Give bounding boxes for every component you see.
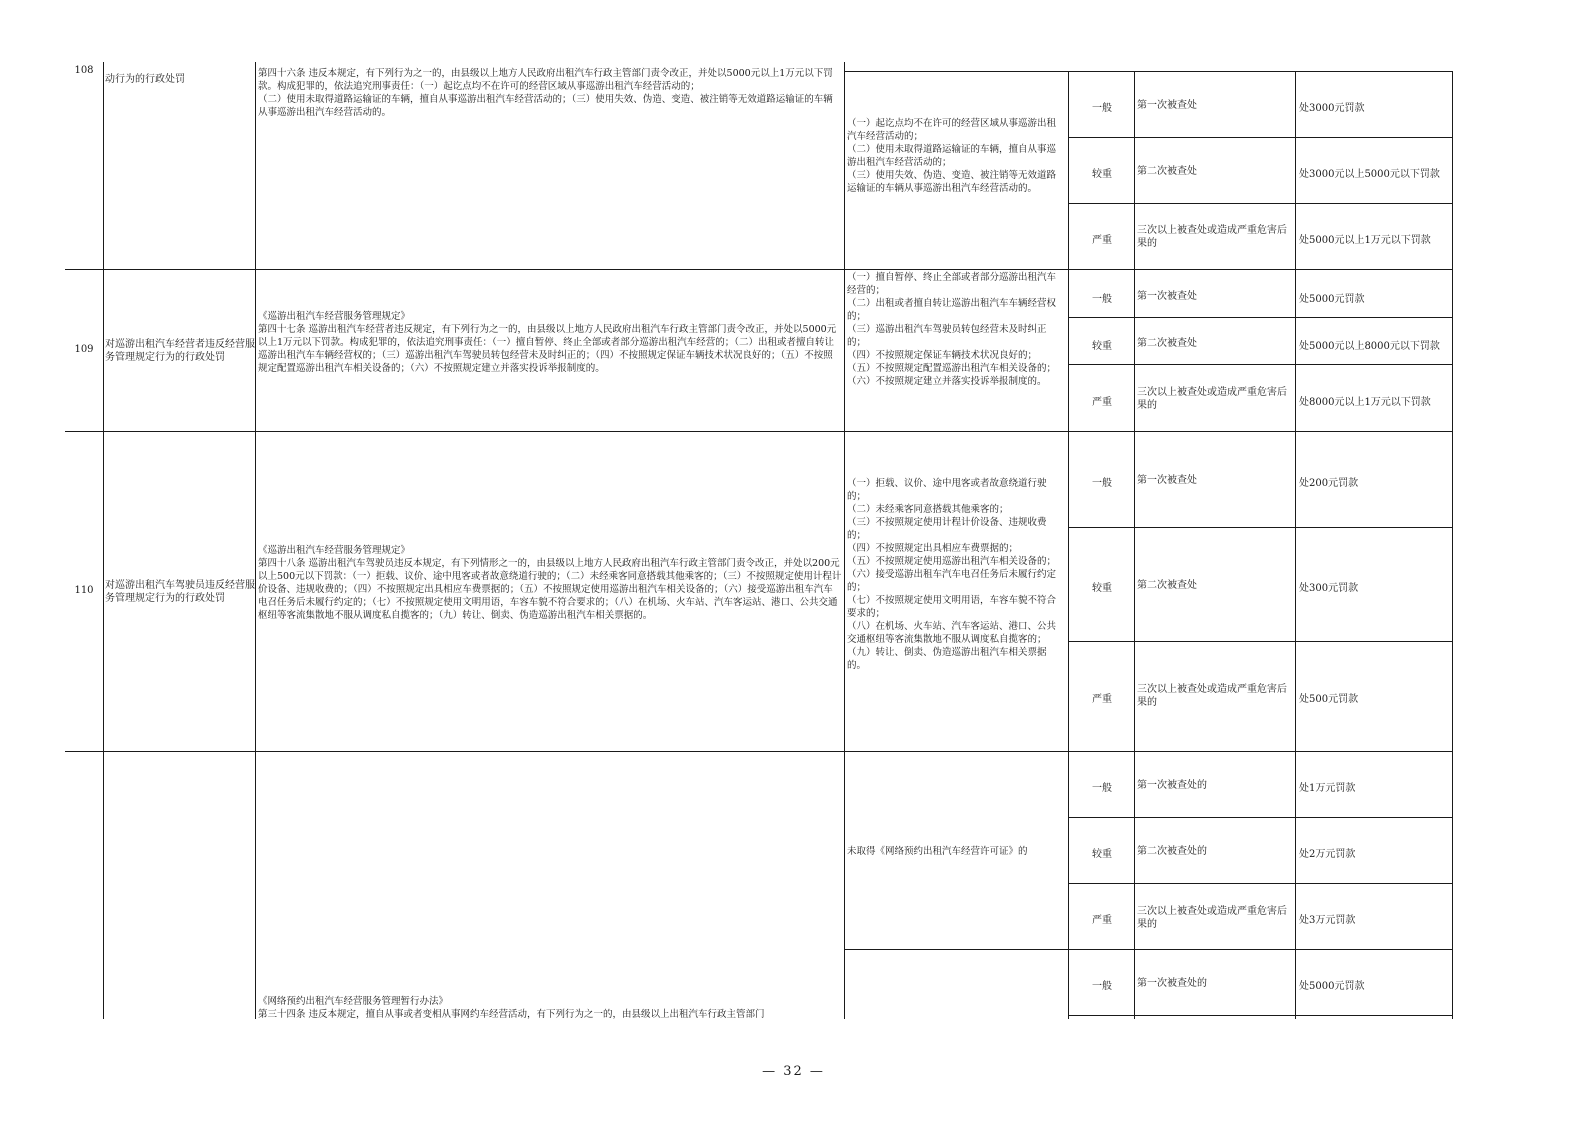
row-divider bbox=[1068, 527, 1453, 528]
column-divider bbox=[1452, 71, 1453, 1019]
violation-conditions: （一）起讫点均不在许可的经营区域从事巡游出租汽车经营活动的； （二）使用未取得道路运输证的车辆，擅自从事巡游出租汽车经营活动的； （三）使用失效、伪造、变造、被注销等无效道路运输证的车辆从事巡游出租汽车经营活动的。 bbox=[847, 118, 1057, 194]
circumstance: 三次以上被查处或造成严重危害后果的 bbox=[1137, 225, 1287, 249]
circumstance: 第一次被查处的 bbox=[1137, 780, 1207, 791]
severity-level: 一般 bbox=[1092, 478, 1112, 489]
row-divider bbox=[1068, 883, 1453, 884]
severity-level: 严重 bbox=[1092, 397, 1112, 408]
circumstance: 三次以上被查处或造成严重危害后果的 bbox=[1137, 387, 1287, 411]
severity-level: 严重 bbox=[1092, 915, 1112, 926]
severity-level: 一般 bbox=[1092, 294, 1112, 305]
row-number: 108 bbox=[74, 65, 94, 76]
row-divider bbox=[1068, 317, 1453, 318]
row-divider bbox=[65, 269, 1453, 270]
severity-level: 一般 bbox=[1092, 103, 1112, 114]
row-divider bbox=[65, 431, 1453, 432]
penalty: 处5000元以上8000元以下罚款 bbox=[1299, 341, 1440, 352]
circumstance: 第二次被查处 bbox=[1137, 338, 1197, 349]
offense-item: 动行为的行政处罚 bbox=[105, 74, 185, 85]
row-divider bbox=[1068, 137, 1453, 138]
circumstance: 第二次被查处的 bbox=[1137, 846, 1207, 857]
row-divider bbox=[1068, 364, 1453, 365]
row-divider bbox=[844, 949, 1453, 950]
column-divider bbox=[103, 62, 104, 1019]
row-divider bbox=[1068, 203, 1453, 204]
column-divider bbox=[255, 62, 256, 1019]
penalty: 处3000元罚款 bbox=[1299, 103, 1365, 114]
severity-level: 严重 bbox=[1092, 694, 1112, 705]
legal-basis: 《网络预约出租汽车经营服务管理暂行办法》 第三十四条 违反本规定，擅自从事或者变相从事网约车经营活动，有下列行为之一的，由县级以上出租汽车行政主管部门 bbox=[258, 996, 765, 1019]
circumstance: 第二次被查处 bbox=[1137, 580, 1197, 591]
offense-item: 对巡游出租汽车经营者违反经营服务管理规定行为的行政处罚 bbox=[105, 339, 255, 363]
offense-item: 对巡游出租汽车驾驶员违反经营服务管理规定行为的行政处罚 bbox=[105, 580, 255, 604]
legal-basis: 第四十六条 违反本规定，有下列行为之一的，由县级以上地方人民政府出租汽车行政主管部门责令改正，并处以5000元以上1万元以下罚款。构成犯罪的，依法追究刑事责任：（一）起讫点均不在许可的经营区域从事巡游出租汽车经营活动的； （二）使用未取得道路运输证的车辆，擅自从事巡游出租汽车经营活动的；（三）使用失效、伪造、变造、被注销等无效道路运输证的车辆从事巡游出租汽车经营活动的。 bbox=[258, 68, 833, 118]
penalty: 处8000元以上1万元以下罚款 bbox=[1299, 397, 1431, 408]
circumstance: 第一次被查处 bbox=[1137, 291, 1197, 302]
violation-conditions: （一）拒载、议价、途中甩客或者故意绕道行驶的； （二）未经乘客同意搭载其他乘客的； （三）不按照规定使用计程计价设备、违规收费的； （四）不按照规定出具相应车费票据的； （五）不按照规定使用巡游出租汽车相关设备的； （六）接受巡游出租车汽车电召任务后未履行约定的； （七）不按照规定使用文明用语，车容车貌不符合要求的； （八）在机场、火车站、汽车客运站、港口、公共交通枢纽等客流集散地不服从调度私自揽客的； （九）转让、倒卖、伪造巡游出租汽车相关票据的。 bbox=[847, 478, 1057, 671]
penalty: 处5000元以上1万元以下罚款 bbox=[1299, 235, 1431, 246]
penalty: 处3万元罚款 bbox=[1299, 915, 1356, 926]
column-divider bbox=[1134, 71, 1135, 1019]
legal-basis: 《巡游出租汽车经营服务管理规定》 第四十七条 巡游出租汽车经营者违反规定，有下列行为之一的，由县级以上地方人民政府出租汽车行政主管部门责令改正，并处以5000元以上1万元以下罚款。构成犯罪的，依法追究刑事责任：（一）擅自暂停、终止全部或者部分巡游出租汽车经营的；（二）出租或者擅自转让巡游出租汽车车辆经营权的；（三）巡游出租汽车驾驶员转包经营未及时纠正的；（四）不按照规定保证车辆技术状况良好的；（五）不按照规定配置巡游出租汽车相关设备的；（六）不按照规定建立并落实投诉举报制度的。 bbox=[258, 311, 837, 374]
circumstance: 第一次被查处 bbox=[1137, 100, 1197, 111]
column-divider bbox=[844, 62, 845, 1019]
penalty: 处1万元罚款 bbox=[1299, 783, 1356, 794]
violation-conditions: 未取得《网络预约出租汽车经营许可证》的 bbox=[847, 846, 1028, 857]
row-number: 109 bbox=[74, 344, 94, 355]
circumstance: 第一次被查处 bbox=[1137, 475, 1197, 486]
column-divider bbox=[1068, 71, 1069, 1019]
severity-level: 较重 bbox=[1092, 341, 1112, 352]
row-number: 110 bbox=[74, 585, 94, 596]
penalty: 处200元罚款 bbox=[1299, 478, 1359, 489]
legal-basis: 《巡游出租汽车经营服务管理规定》 第四十八条 巡游出租汽车驾驶员违反本规定，有下列情形之一的，由县级以上地方人民政府出租汽车行政主管部门责令改正，并处以200元以上500元以下罚款：（一）拒载、议价、途中甩客或者故意绕道行驶的；（二）未经乘客同意搭载其他乘客的；（三）不按照规定使用计程计价设备、违规收费的；（四）不按照规定出具相应车费票据的；（五）不按照规定使用巡游出租汽车相关设备的；（六）接受巡游出租车汽车电召任务后未履行约定的；（七）不按照规定使用文明用语，车容车貌不符合要求的；（八）在机场、火车站、汽车客运站、港口、公共交通枢纽等客流集散地不服从调度私自揽客的；（九）转让、倒卖、伪造巡游出租汽车相关票据的。 bbox=[258, 545, 842, 621]
penalty: 处3000元以上5000元以下罚款 bbox=[1299, 169, 1440, 180]
violation-conditions: （一）擅自暂停、终止全部或者部分巡游出租汽车经营的； （二）出租或者擅自转让巡游出租汽车车辆经营权的； （三）巡游出租汽车驾驶员转包经营未及时纠正的； （四）不按照规定保证车辆技术状况良好的； （五）不按照规定配置巡游出租汽车相关设备的； （六）不按照规定建立并落实投诉举报制度的。 bbox=[847, 272, 1057, 387]
circumstance: 三次以上被查处或造成严重危害后果的 bbox=[1137, 906, 1287, 930]
penalty-table bbox=[65, 62, 1453, 1019]
row-divider bbox=[1068, 641, 1453, 642]
column-divider bbox=[1295, 71, 1296, 1019]
circumstance: 第二次被查处 bbox=[1137, 166, 1197, 177]
page-number: — 32 — bbox=[762, 1064, 825, 1079]
severity-level: 较重 bbox=[1092, 583, 1112, 594]
penalty: 处2万元罚款 bbox=[1299, 849, 1356, 860]
penalty: 处5000元罚款 bbox=[1299, 981, 1365, 992]
severity-level: 较重 bbox=[1092, 849, 1112, 860]
row-divider bbox=[65, 751, 1453, 752]
row-divider bbox=[844, 71, 1453, 72]
circumstance: 三次以上被查处或造成严重危害后果的 bbox=[1137, 684, 1287, 708]
severity-level: 较重 bbox=[1092, 169, 1112, 180]
severity-level: 严重 bbox=[1092, 235, 1112, 246]
row-divider bbox=[1068, 1015, 1453, 1016]
penalty: 处500元罚款 bbox=[1299, 694, 1359, 705]
penalty: 处300元罚款 bbox=[1299, 583, 1359, 594]
severity-level: 一般 bbox=[1092, 783, 1112, 794]
severity-level: 一般 bbox=[1092, 981, 1112, 992]
circumstance: 第一次被查处的 bbox=[1137, 978, 1207, 989]
penalty: 处5000元罚款 bbox=[1299, 294, 1365, 305]
row-divider bbox=[1068, 817, 1453, 818]
